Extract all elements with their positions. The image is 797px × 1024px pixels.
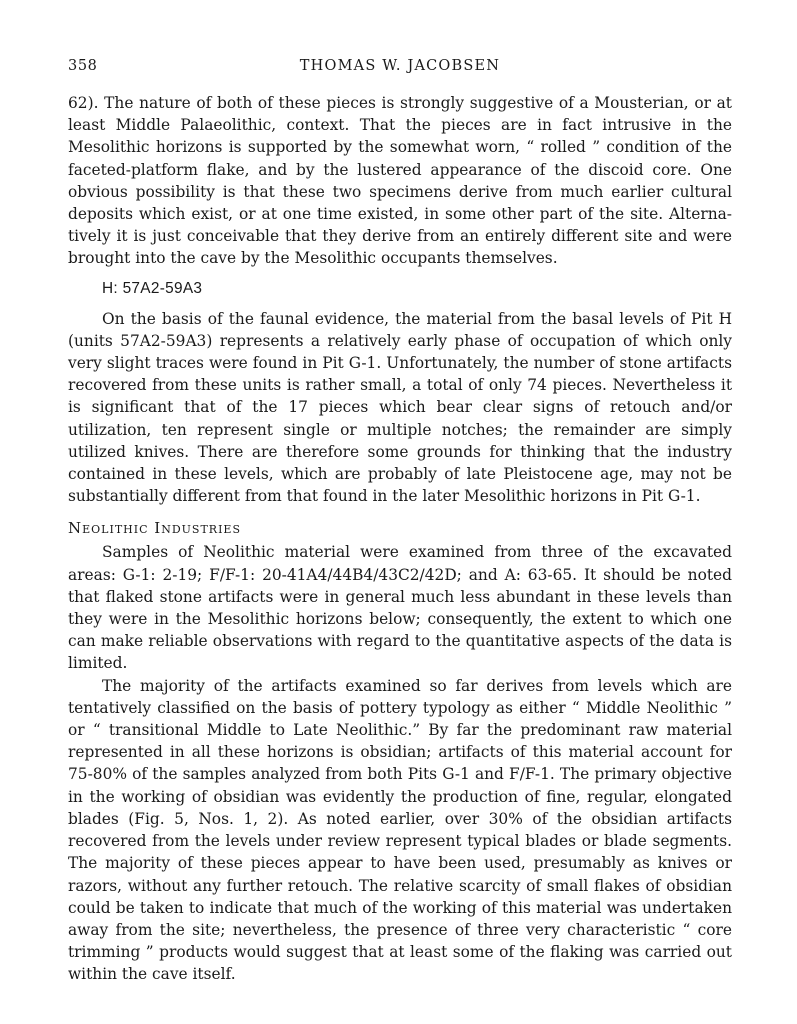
paragraph-pit-h: On the basis of the faunal evidence, the material from the basal levels of Pit H (units 57A2-59A3) represents a relatively early phase of occupation of which only very slight traces were found in Pit G-1. Unfortunately, the number of stone artifacts recovered from these units is rather small, a total of only 74 pieces. Nevertheless it is significant that of the 17 pieces which bear clear signs of retouch and/or utilization, ten represent single or multiple notches; the remainder are simply utilized knives. There are therefore some grounds for thinking that the industry contained in these levels, which are probably of late Pleistocene age, may not be substantially different from that found in the later Mesolithic horizons in Pit G-1. <box>68 309 732 506</box>
page-number: 358 <box>68 58 98 74</box>
body-text <box>68 92 732 986</box>
paragraph-neolithic-artifacts: The majority of the artifacts examined so far derives from levels which are tentatively classified on the basis of pottery typology as either “ Middle Neolithic ” or “ transitional Middle to Late Neolithic.” By far the predominant raw material represented in all these horizons is obsidian; artifacts of this material account for 75-80% of the samples analyzed from both Pits G-1 and F/F-1. The primary objective in the working of obsidian was evidently the production of fine, regular, elongated blades (Fig. 5, Nos. 1, 2). As noted earlier, over 30% of the obsidian artifacts recovered from the levels under review represent typical blades or blade segments. The majority of these pieces appear to have been used, presumably as knives or razors, without any further retouch. The relative scarcity of small flakes of obsidian could be taken to indicate that much of the working of this material was undertaken away from the site; nevertheless, the presence of three very characteristic “ core trimming ” products would suggest that at least some of the flaking was carried out within the cave itself. <box>68 676 732 984</box>
subsection-heading-pit-h: H: 57A2-59A3 <box>102 279 203 297</box>
paragraph-neolithic-samples: Samples of Neolithic material were examined from three of the excavated areas: G-1: 2-19; F/F-1: 20-41A4/44B4/43C2/42D; and A: 63-65. It should be noted that flaked stone artifacts were in general much less abundant in these levels than they were in the Mesolithic horizons below; consequently, the extent to which one can make reliable observations with regard to the quantitative aspects of the data is limited. <box>68 543 732 673</box>
section-heading-neolithic-industries: Neolithic Industries <box>68 519 241 538</box>
journal-page <box>68 58 732 986</box>
paragraph-continued: 62). The nature of both of these pieces is strongly suggestive of a Mousterian, or at least Middle Palaeolithic, context. That the pieces are in fact intrusive in the Mesolithic horizons is supported by the somewhat worn, “ rolled ” condition of the faceted-platform flake, and by the lustered appearance of the discoid core. One obvious possibility is that these two specimens derive from much earlier cultural deposits which exist, or at one time existed, in some other part of the site. Alternatively it is just conceivable that they derive from an entirely different site and were brought into the cave by the Mesolithic occupants themselves. <box>68 94 732 268</box>
running-head-author: THOMAS W. JACOBSEN <box>299 58 501 74</box>
running-head <box>68 58 732 80</box>
